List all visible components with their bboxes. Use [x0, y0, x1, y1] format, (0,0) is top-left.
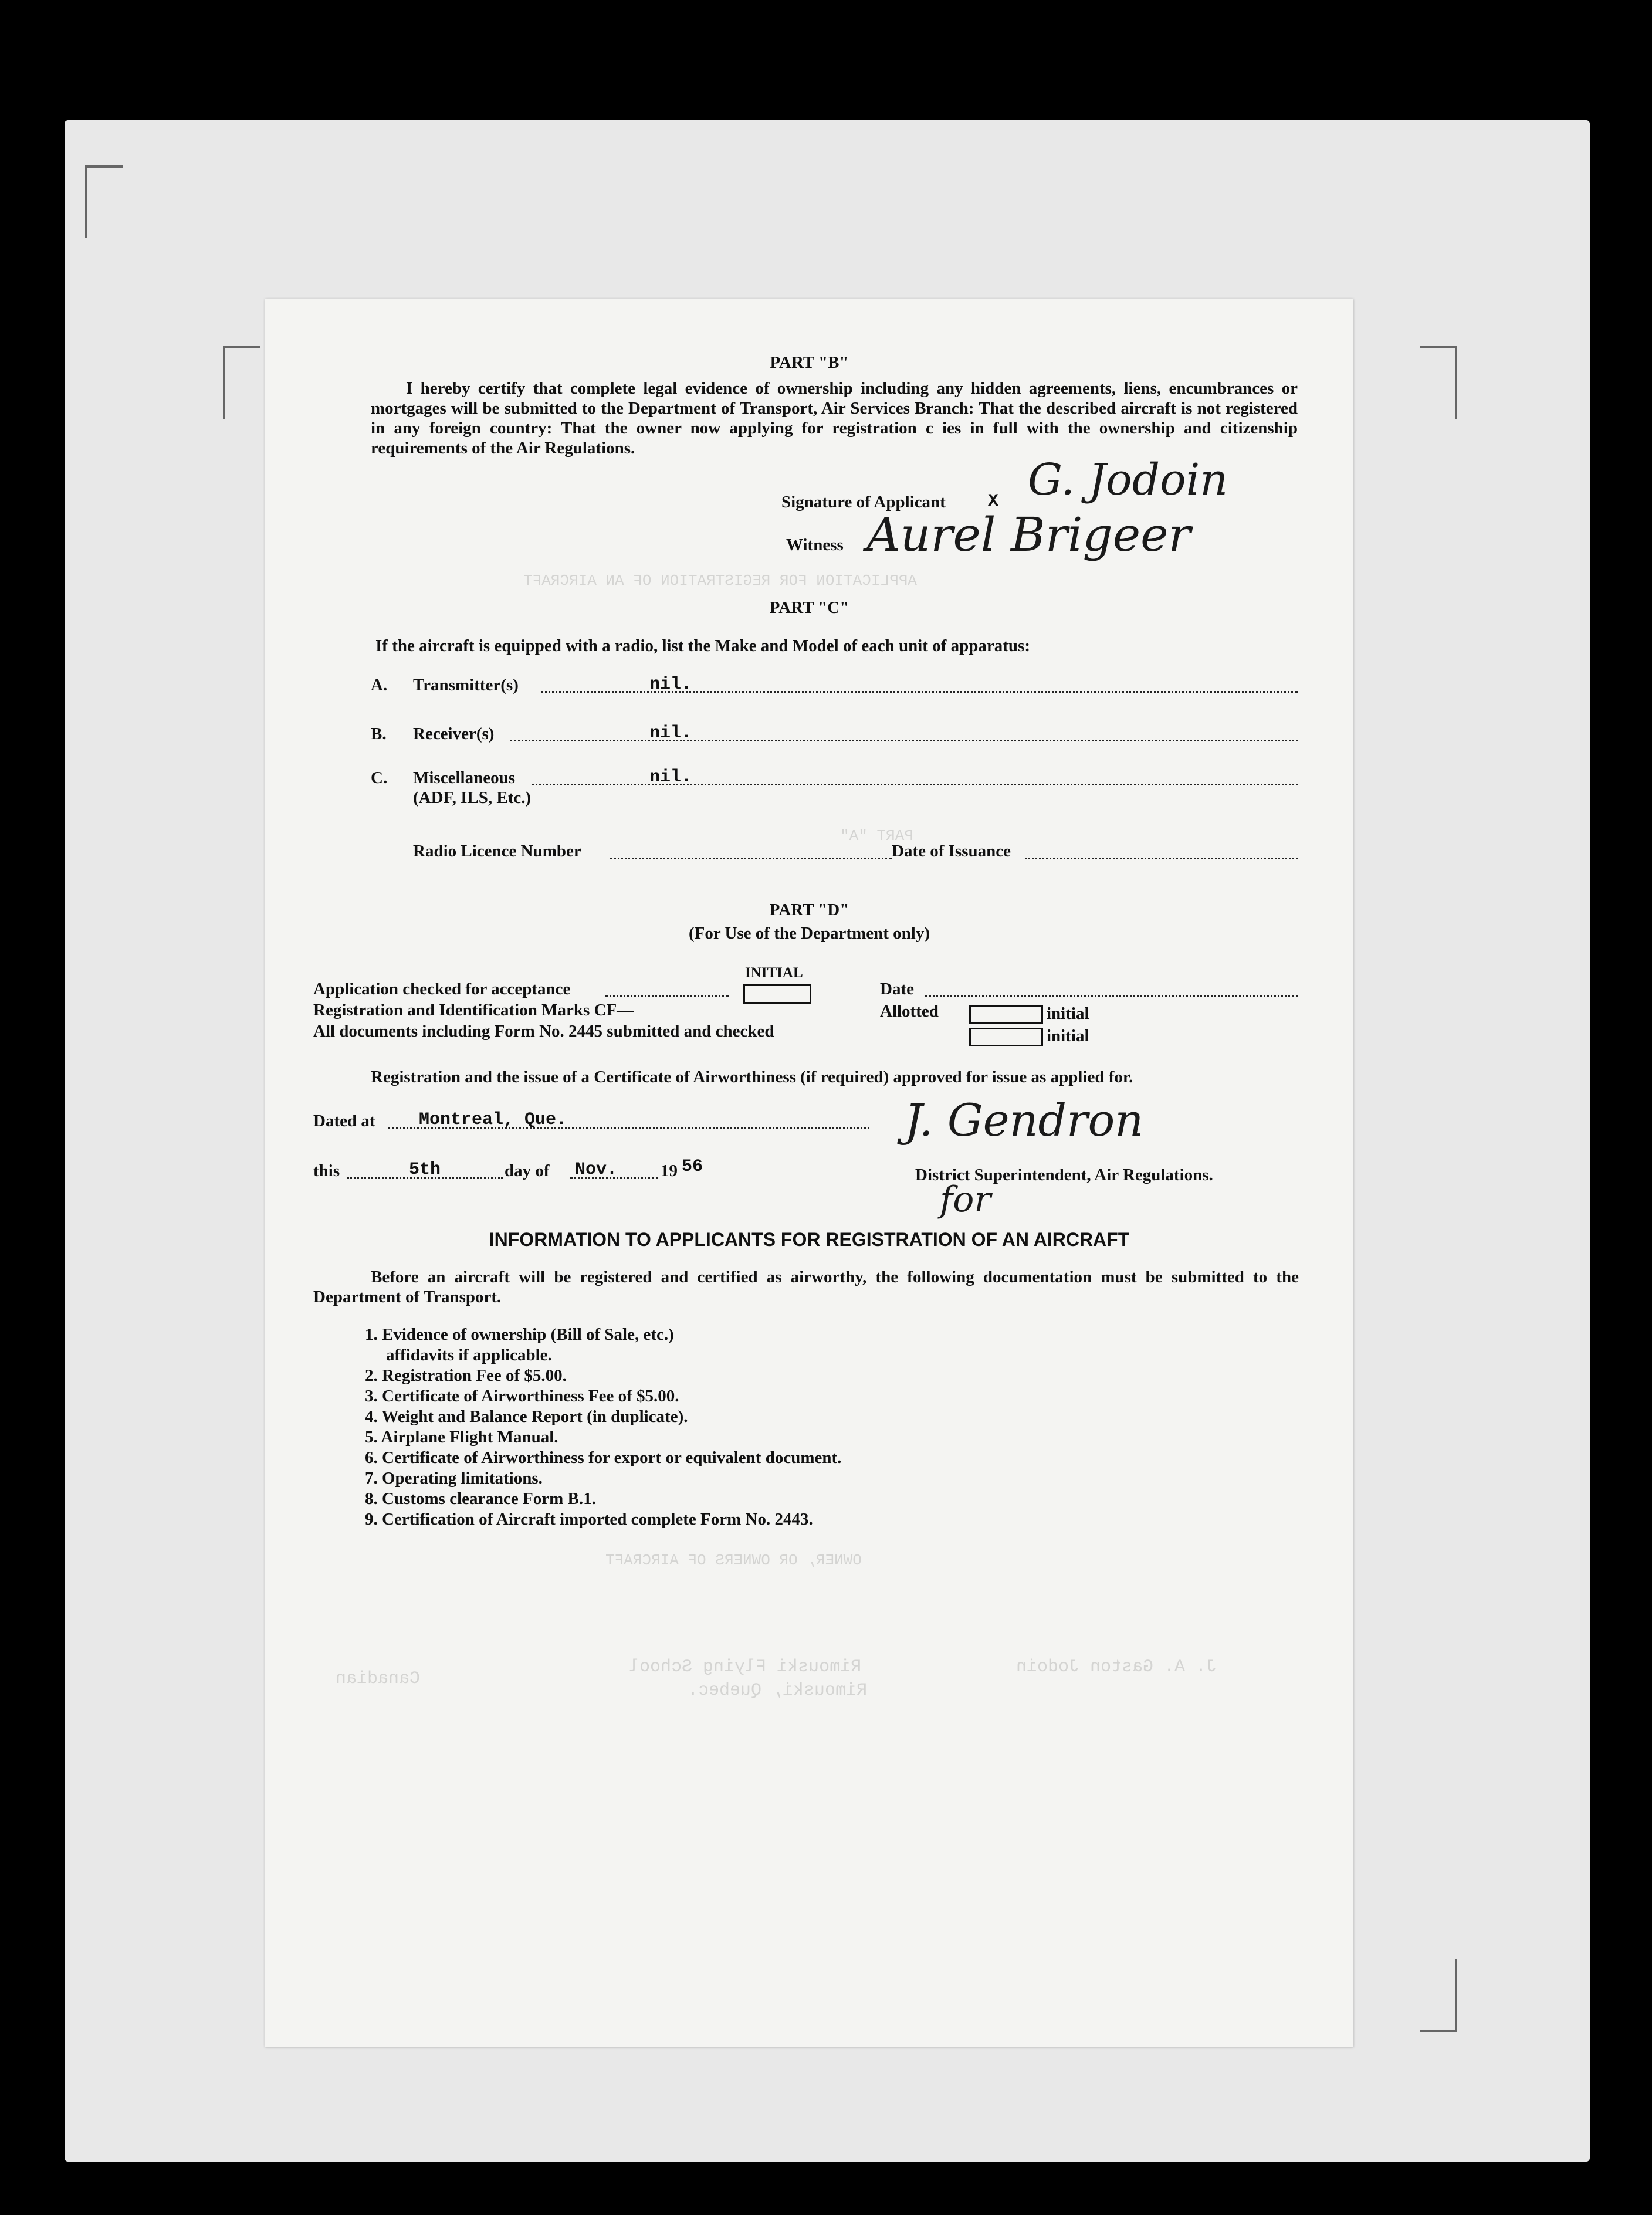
applicant-signature: G. Jodoin	[1028, 455, 1228, 505]
show-through-title: APPLICATION FOR REGISTRATION OF AN AIRCRAFT	[523, 572, 917, 590]
radio-c-value: nil.	[649, 767, 692, 787]
superintendent-signature: J. Gendron	[905, 1094, 1144, 1146]
year-value: 56	[682, 1157, 703, 1177]
witness-label: Witness	[786, 536, 844, 554]
date-line	[925, 995, 1298, 997]
dated-at-label: Dated at	[313, 1112, 375, 1130]
info-item-9: 9. Certification of Aircraft imported complete Form No. 2443.	[365, 1510, 813, 1529]
date-issuance-label: Date of Issuance	[892, 842, 1011, 861]
crop-mark-top-left	[85, 165, 123, 238]
crop-mark-bottom-right	[1420, 1959, 1457, 2032]
info-intro: Before an aircraft will be registered and certified as airworthy, the following documentation must be submitted to the Department of Transport.	[313, 1268, 1299, 1306]
info-item-4: 4. Weight and Balance Report (in duplicate).	[365, 1407, 688, 1426]
app-checked-label: Application checked for acceptance	[313, 980, 571, 998]
show-through-row-status: Canadian	[336, 1669, 421, 1689]
info-item-6: 6. Certificate of Airworthiness for export or equivalent document.	[365, 1448, 842, 1467]
month-value: Nov.	[575, 1160, 618, 1180]
info-item-1-cont: affidavits if applicable.	[386, 1346, 552, 1364]
date-label: Date	[880, 980, 914, 998]
radio-b-value: nil.	[649, 723, 692, 743]
initial-small-2: initial	[1047, 1027, 1089, 1045]
show-through-row-city: Rimouski, Quebec.	[688, 1681, 868, 1701]
initial-small-1: initial	[1047, 1004, 1089, 1023]
info-item-3: 3. Certificate of Airworthiness Fee of $5.00.	[365, 1387, 679, 1405]
day-of-label: day of	[505, 1161, 550, 1180]
radio-a-value: nil.	[649, 675, 692, 695]
part-b-heading: PART "B"	[770, 353, 849, 372]
part-b-certification: I hereby certify that complete legal evidence of ownership including any hidden agreements, liens, encumbrances or mortgages will be submitted to the Department of Transport, Air Services Branch: That the described aircraft is not registered in any foreign country: That the owner now applying for registration c ies in full with the ownership and citizenship requirements of the Air Regulations.	[371, 379, 1298, 458]
radio-c-letter: C.	[371, 768, 388, 787]
part-c-intro: If the aircraft is equipped with a radio, list the Make and Model of each unit of apparatus:	[375, 636, 1030, 655]
radio-licence-line	[610, 858, 892, 859]
year-prefix: 19	[661, 1161, 678, 1180]
initial-label: INITIAL	[745, 965, 803, 981]
info-list	[365, 1325, 841, 1530]
per-mark: for	[940, 1179, 991, 1220]
info-item-1: 1. Evidence of ownership (Bill of Sale, etc.)	[365, 1325, 674, 1344]
witness-signature: Aurel Brigeer	[866, 507, 1191, 562]
crop-mark-mid-left	[223, 346, 260, 419]
signature-mark: X	[988, 492, 999, 512]
radio-c-sublabel: (ADF, ILS, Etc.)	[413, 788, 532, 807]
reg-marks-label: Registration and Identification Marks CF—	[313, 1001, 634, 1020]
radio-b-letter: B.	[371, 724, 387, 743]
allotted-initial-box-2[interactable]	[969, 1028, 1043, 1046]
radio-c-line	[532, 784, 1298, 785]
info-item-8: 8. Customs clearance Form B.1.	[365, 1489, 596, 1508]
radio-b-label: Receiver(s)	[413, 724, 495, 743]
app-checked-line	[605, 995, 729, 997]
this-label: this	[313, 1161, 340, 1180]
crop-mark-mid-right	[1420, 346, 1457, 419]
allotted-initial-box-1[interactable]	[969, 1005, 1043, 1024]
info-item-7: 7. Operating limitations.	[365, 1469, 543, 1488]
all-docs-label: All documents including Form No. 2445 submitted and checked	[313, 1022, 774, 1041]
date-issuance-line	[1025, 858, 1298, 859]
info-heading: INFORMATION TO APPLICANTS FOR REGISTRATION OF AN AIRCRAFT	[489, 1229, 1130, 1250]
approval-statement: Registration and the issue of a Certificate of Airworthiness (if required) approved for issue as applied for.	[371, 1068, 1133, 1086]
part-d-subheading: (For Use of the Department only)	[688, 924, 930, 943]
signature-label: Signature of Applicant	[781, 493, 946, 512]
show-through-row-school: Rimouski Flying School	[629, 1657, 862, 1677]
part-c-heading: PART "C"	[769, 598, 849, 617]
show-through-owners: OWNER, OR OWNERS OF AIRCRAFT	[605, 1552, 862, 1569]
radio-c-label: Miscellaneous	[413, 768, 515, 787]
form-page	[265, 299, 1353, 2047]
part-d-heading: PART "D"	[769, 900, 849, 919]
allotted-label: Allotted	[880, 1002, 939, 1021]
superintendent-label: District Superintendent, Air Regulations.	[915, 1166, 1213, 1184]
initial-box[interactable]	[743, 984, 811, 1004]
show-through-part-a: PART "A"	[840, 827, 913, 845]
radio-licence-label: Radio Licence Number	[413, 842, 581, 861]
info-item-5: 5. Airplane Flight Manual.	[365, 1428, 558, 1447]
radio-a-label: Transmitter(s)	[413, 676, 519, 695]
dated-at-value: Montreal, Que.	[419, 1110, 567, 1130]
radio-b-line	[510, 740, 1298, 741]
show-through-row-name: J. A. Gaston Jodoin	[1016, 1657, 1217, 1677]
radio-a-letter: A.	[371, 676, 388, 695]
day-value: 5th	[409, 1160, 441, 1180]
info-item-2: 2. Registration Fee of $5.00.	[365, 1366, 567, 1385]
